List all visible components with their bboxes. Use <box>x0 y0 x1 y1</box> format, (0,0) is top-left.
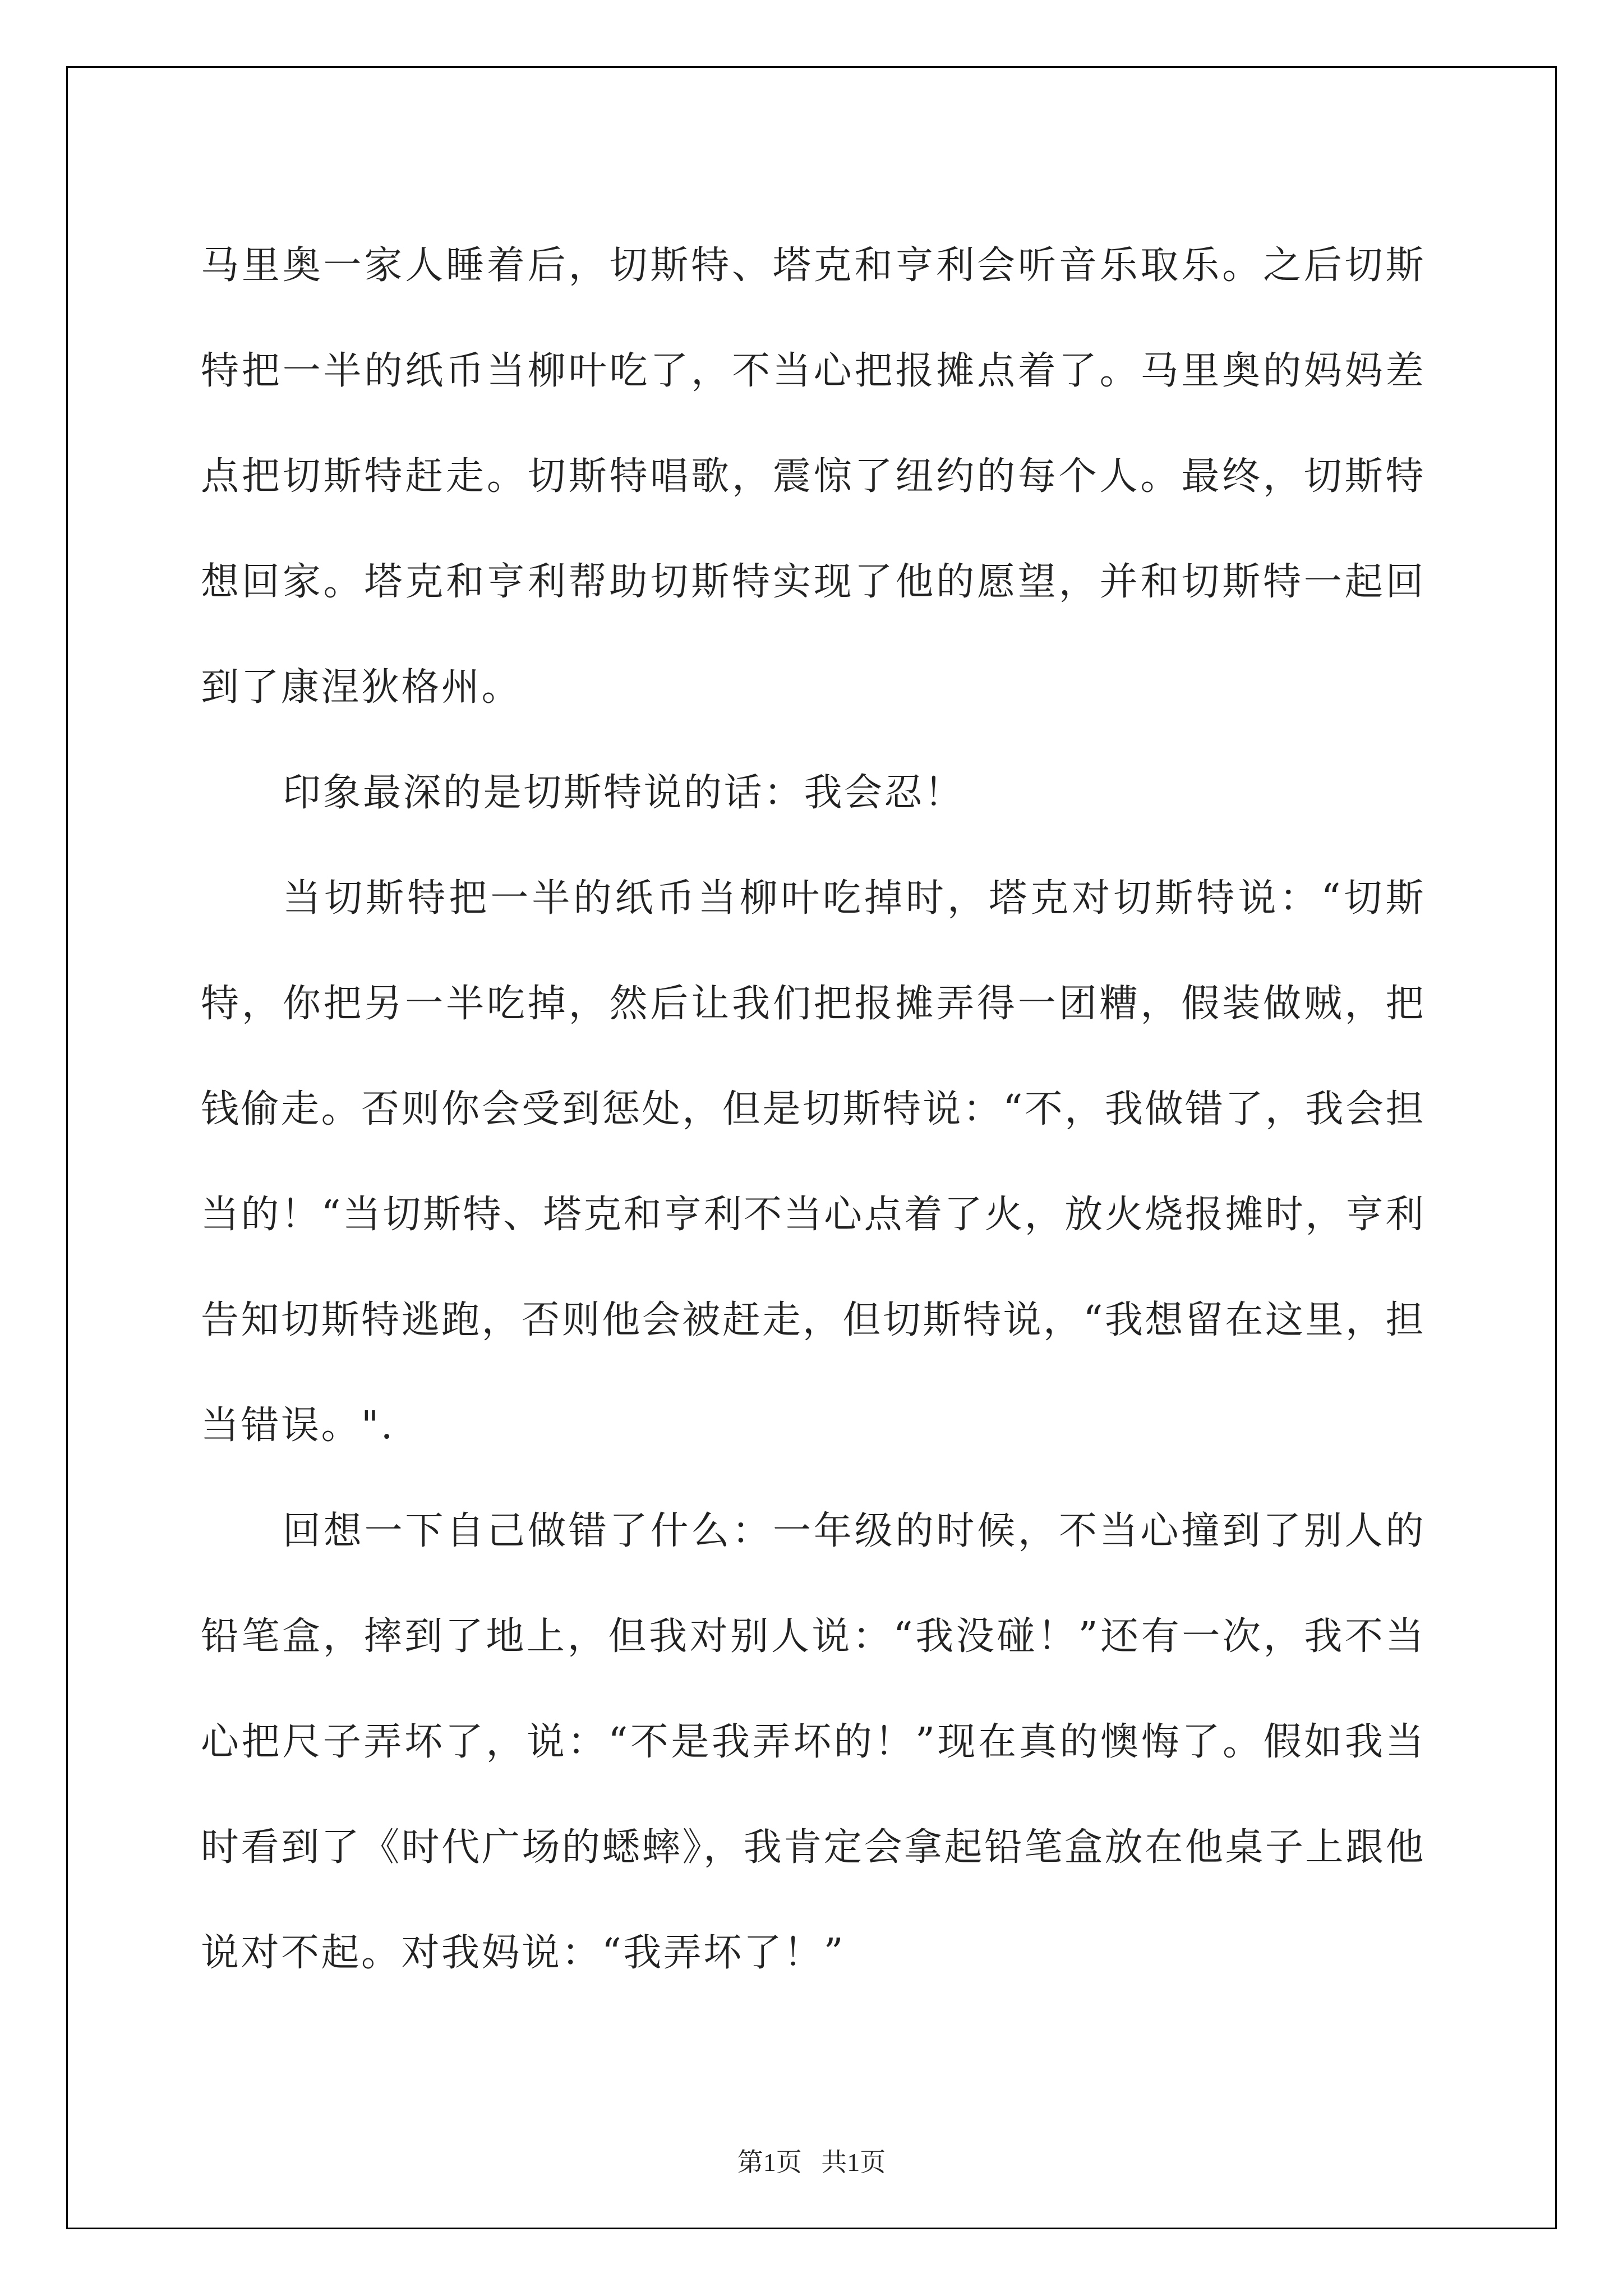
paragraph-2: 印象最深的是切斯特说的话：我会忍！ <box>283 771 965 815</box>
page-footer <box>0 2142 1623 2179</box>
footer-separator <box>802 2148 822 2177</box>
page-number: 第1页 <box>737 2148 802 2177</box>
document-body <box>201 213 1426 2006</box>
paragraph-4: 回想一下自己做错了什么：一年级的时候，不当心撞到了别人的铅笔盒，摔到了地上，但我对别人说：“我没碰！”还有一次，我不当心把尺子弄坏了，说：“不是我弄坏的！”现在真的懊悔了。假如我当时看到了《时代广场的蟋蟀》，我肯定会拿起铅笔盒放在他桌子上跟他说对不起。对我妈说：“我弄坏了！” <box>201 1509 1426 1975</box>
page-total: 共1页 <box>821 2148 886 2177</box>
paragraph-3: 当切斯特把一半的纸币当柳叶吃掉时，塔克对切斯特说：“切斯特，你把另一半吃掉，然后让我们把报摊弄得一团糟，假装做贼，把钱偷走。否则你会受到惩处，但是切斯特说：“不，我做错了，我会担当的！“当切斯特、塔克和亨利不当心点着了火，放火烧报摊时，亨利告知切斯特逃跑，否则他会被赶走，但切斯特说，“我想留在这里，担当错误。". <box>201 876 1426 1448</box>
paragraph-1: 马里奥一家人睡着后，切斯特、塔克和亨利会听音乐取乐。之后切斯特把一半的纸币当柳叶吃了，不当心把报摊点着了。马里奥的妈妈差点把切斯特赶走。切斯特唱歌，震惊了纽约的每个人。最终，切斯特想回家。塔克和亨利帮助切斯特实现了他的愿望，并和切斯特一起回到了康涅狄格州。 <box>201 243 1426 710</box>
